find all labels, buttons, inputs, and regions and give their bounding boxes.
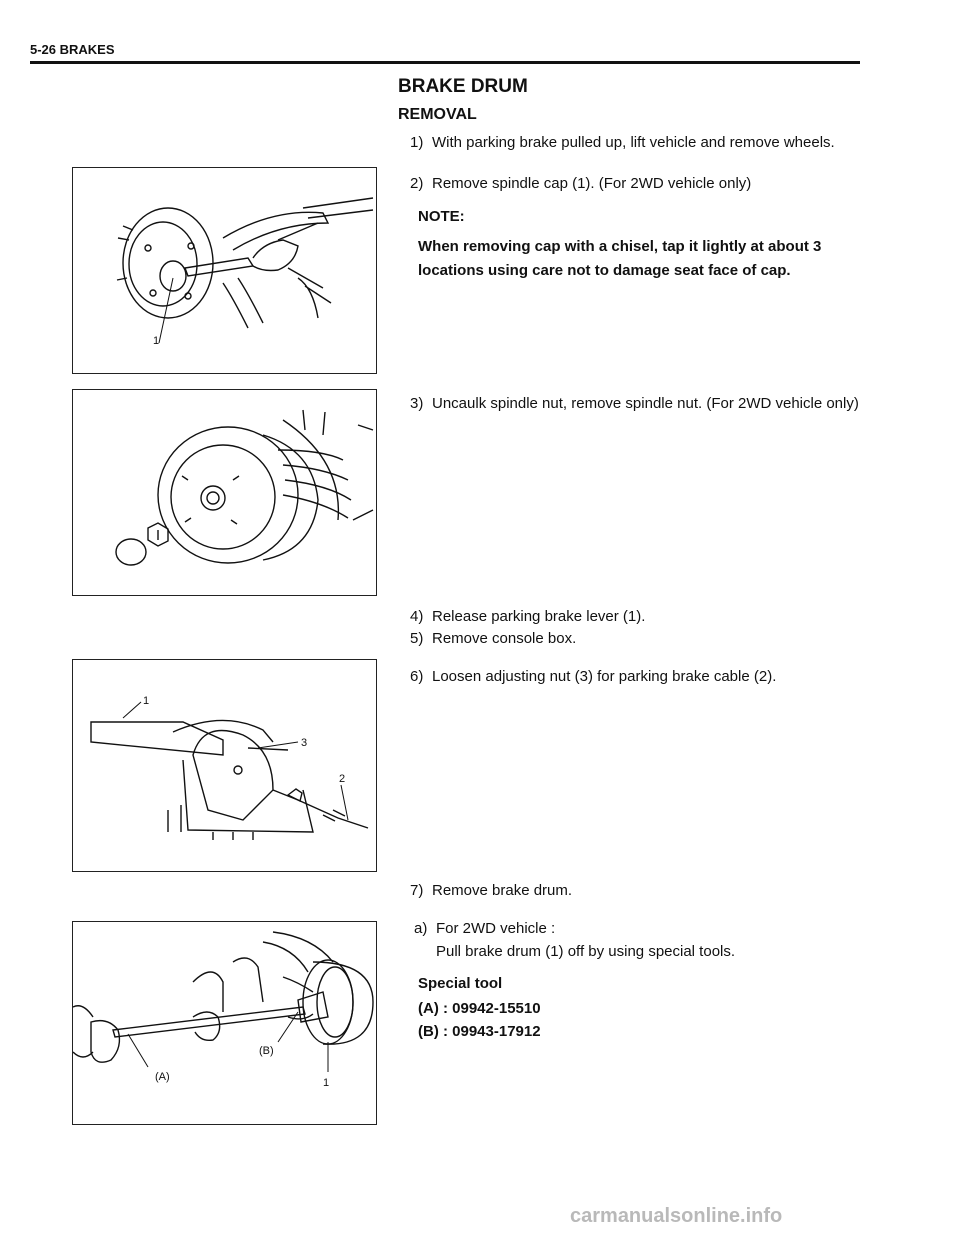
step-text: Remove spindle cap (1). (For 2WD vehicle only): [432, 175, 752, 192]
callout-b: (B): [259, 1045, 274, 1057]
step-number: 3): [410, 395, 424, 412]
callout-1: 1: [323, 1077, 330, 1089]
brake-drum-front-illustration: [73, 390, 376, 595]
step-5: [410, 627, 860, 651]
substep-letter: a): [414, 920, 428, 937]
callout-2: 2: [339, 773, 346, 785]
step-6: [410, 665, 860, 689]
section-subtitle: REMOVAL: [398, 106, 477, 123]
figure-parking-brake-lever: [72, 659, 377, 872]
page-header: 5-26 BRAKES: [30, 42, 115, 57]
figure-brake-drum-pull: [72, 921, 377, 1125]
step-2: [410, 172, 860, 196]
watermark-text: carmanualsonline.info: [570, 1205, 783, 1227]
step-1: [410, 131, 860, 155]
step-text: Remove console box.: [432, 630, 577, 647]
brake-drum-chisel-illustration: [73, 168, 376, 373]
step-number: 2): [410, 175, 424, 192]
step-number: 5): [410, 630, 424, 647]
step-text: With parking brake pulled up, lift vehicle and remove wheels.: [432, 134, 835, 151]
step-number: 4): [410, 608, 424, 625]
step-number: 6): [410, 668, 424, 685]
special-tool-item-b: (B) : 09943-17912: [418, 1023, 541, 1040]
step-text: Loosen adjusting nut (3) for parking brake cable (2).: [432, 668, 777, 685]
substep-line-1: For 2WD vehicle :: [436, 920, 556, 937]
step-text: Remove brake drum.: [432, 882, 573, 899]
special-tool-item-a: (A) : 09942-15510: [418, 1000, 541, 1017]
special-tool-label: Special tool: [418, 975, 503, 992]
step-7: [410, 879, 860, 903]
header-rule: [30, 61, 860, 64]
callout-a: (A): [155, 1071, 170, 1083]
note-label: NOTE:: [418, 208, 465, 225]
step-3: [410, 392, 860, 416]
section-title: BRAKE DRUM: [398, 76, 528, 97]
callout-3: 3: [301, 737, 308, 749]
step-number: 7): [410, 882, 424, 899]
step-4: [410, 605, 860, 629]
callout-1: 1: [153, 335, 160, 347]
note-text: When removing cap with a chisel, tap it lightly at about 3 locations using care not to damage seat face of cap.: [418, 238, 822, 279]
figure-spindle-cap-removal: [72, 167, 377, 374]
callout-1: 1: [143, 695, 150, 707]
substep-line-2: Pull brake drum (1) off by using special tools.: [436, 943, 736, 960]
step-number: 1): [410, 134, 424, 151]
figure-spindle-nut-removal: [72, 389, 377, 596]
substep-a-detail: [436, 940, 886, 964]
step-text: Release parking brake lever (1).: [432, 608, 646, 625]
step-text: Uncaulk spindle nut, remove spindle nut. (For 2WD vehicle only): [432, 395, 859, 412]
parking-brake-lever-illustration: [73, 660, 376, 871]
substep-a: [414, 917, 864, 941]
special-tool-pull-illustration: [73, 922, 376, 1124]
